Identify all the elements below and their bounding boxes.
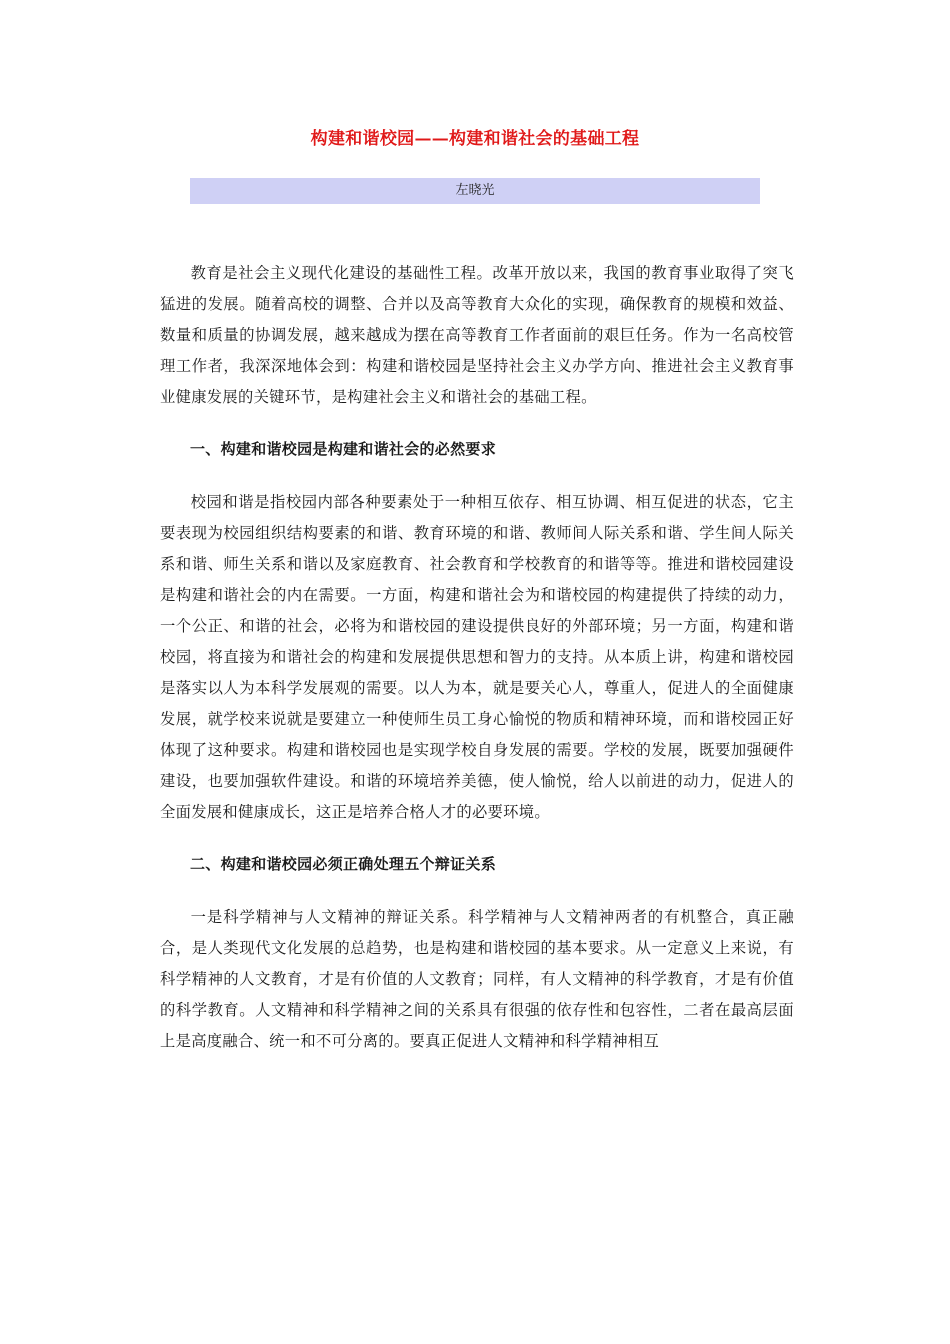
author-name: 左晓光 <box>455 183 495 198</box>
article-body <box>160 258 794 1057</box>
intro-paragraph: 教育是社会主义现代化建设的基础性工程。改革开放以来，我国的教育事业取得了突飞猛进的发展。随着高校的调整、合并以及高等教育大众化的实现，确保教育的规模和效益、数量和质量的协调发展，越来越成为摆在高等教育工作者面前的艰巨任务。作为一名高校管理工作者，我深深地体会到：构建和谐校园是坚持社会主义办学方向、推进社会主义教育事业健康发展的关键环节，是构建社会主义和谐社会的基础工程。 <box>160 264 794 406</box>
author-bar <box>190 178 760 204</box>
section-heading-1: 一、构建和谐校园是构建和谐社会的必然要求 <box>190 440 497 458</box>
section-1-paragraph: 校园和谐是指校园内部各种要素处于一种相互依存、相互协调、相互促进的状态，它主要表现为校园组织结构要素的和谐、教育环境的和谐、教师间人际关系和谐、学生间人际关系和谐、师生关系和谐以及家庭教育、社会教育和学校教育的和谐等等。推进和谐校园建设是构建和谐社会的内在需要。一方面，构建和谐社会为和谐校园的构建提供了持续的动力，一个公正、和谐的社会，必将为和谐校园的建设提供良好的外部环境；另一方面，构建和谐校园，将直接为和谐社会的构建和发展提供思想和智力的支持。从本质上讲，构建和谐校园是落实以人为本科学发展观的需要。以人为本，就是要关心人，尊重人，促进人的全面健康发展，就学校来说就是要建立一种使师生员工身心愉悦的物质和精神环境，而和谐校园正好体现了这种要求。构建和谐校园也是实现学校自身发展的需要。学校的发展，既要加强硬件建设，也要加强软件建设。和谐的环境培养美德，使人愉悦，给人以前进的动力，促进人的全面发展和健康成长，这正是培养合格人才的必要环境。 <box>160 493 794 821</box>
section-2-paragraph: 一是科学精神与人文精神的辩证关系。科学精神与人文精神两者的有机整合，真正融合，是人类现代文化发展的总趋势，也是构建和谐校园的基本要求。从一定意义上来说，有科学精神的人文教育，才是有价值的人文教育；同样，有人文精神的科学教育，才是有价值的科学教育。人文精神和科学精神之间的关系具有很强的依存性和包容性，二者在最高层面上是高度融合、统一和不可分离的。要真正促进人文精神和科学精神相互 <box>160 908 794 1050</box>
section-heading-2: 二、构建和谐校园必须正确处理五个辩证关系 <box>190 855 497 873</box>
document-title: 构建和谐校园——构建和谐社会的基础工程 <box>310 129 640 149</box>
